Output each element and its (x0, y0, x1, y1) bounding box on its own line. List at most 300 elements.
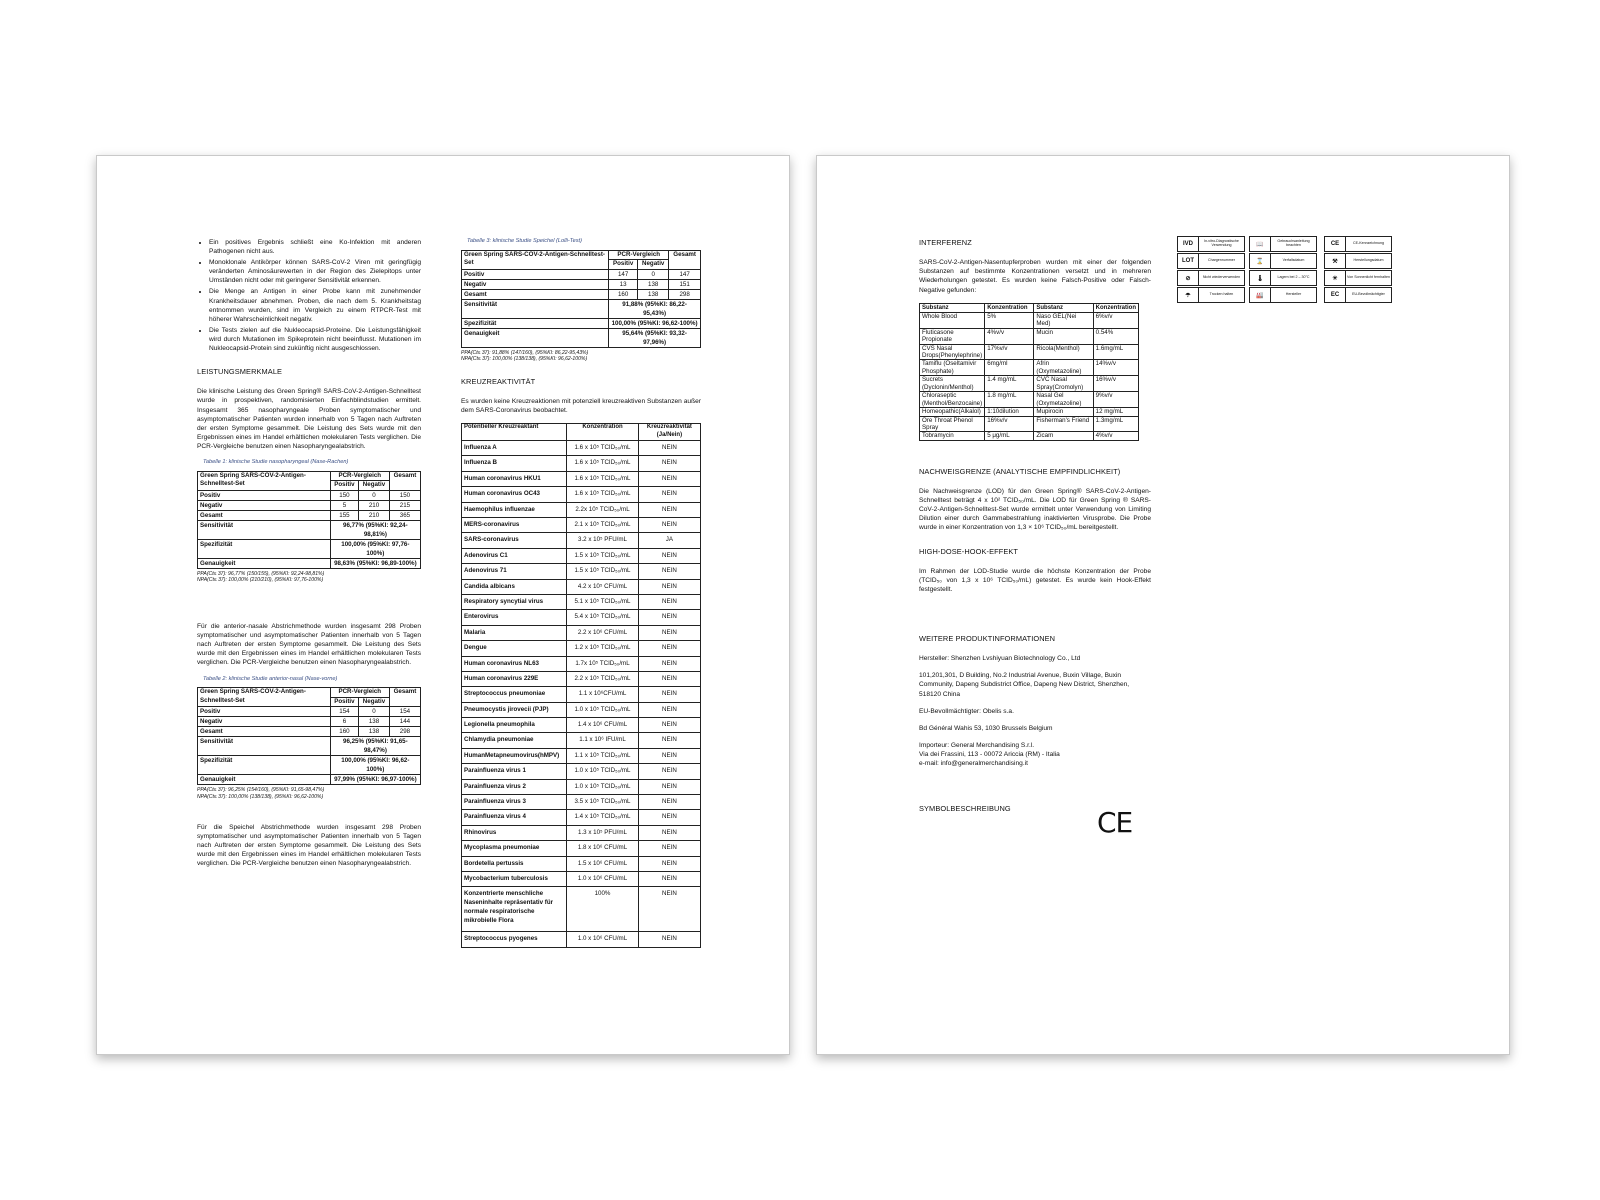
table-row (462, 932, 701, 947)
lod-heading: NACHWEISGRENZE (ANALYTISCHE EMPFINDLICHKEIT) (919, 466, 1121, 476)
reactant-name: Streptococcus pneumoniae (462, 687, 567, 702)
cell: 147 (669, 269, 701, 279)
table-row (462, 517, 701, 532)
symbol-row (1177, 270, 1245, 286)
symbol-label: EU-Bevollmächtigter (1352, 292, 1385, 297)
symbol-label: Gebrauchsanleitung beachten (1277, 239, 1310, 247)
concentration: 6mg/ml (985, 360, 1034, 376)
reactant-name: Human coronavirus NL63 (462, 656, 567, 671)
symbol-row (1177, 236, 1245, 252)
reactant-result: NEIN (638, 733, 700, 748)
symbol-icon: 🏭 (1250, 288, 1271, 302)
cell: 0 (638, 269, 669, 279)
symbol-row (1249, 270, 1317, 286)
interference-rows (920, 312, 1139, 440)
cell: 138 (359, 717, 390, 727)
symbol-column (1249, 236, 1317, 304)
note-line: NPA(Ct≤ 37): 100,00% (210/210), (95%KI: 97,76-100%) (197, 577, 324, 584)
symbol-heading: SYMBOLBESCHREIBUNG (919, 804, 1011, 814)
reactant-concentration: 1.6 x 10⁵ TCID₅₀/mL (567, 441, 639, 456)
reactant-name: Malaria (462, 625, 567, 640)
table-row (462, 610, 701, 625)
reactant-result: NEIN (638, 687, 700, 702)
concentration: 1.4 mg/mL (985, 376, 1034, 392)
hook-heading: HIGH-DOSE-HOOK-EFFEKT (919, 546, 1019, 556)
row-label: Positiv (198, 707, 331, 717)
reactant-concentration: 1.1 x 10⁶ IFU/mL (567, 733, 639, 748)
reactant-result: NEIN (638, 764, 700, 779)
cell: 154 (330, 707, 358, 717)
row-label: Genauigkeit (198, 775, 331, 785)
reactant-name: Parainfluenza virus 1 (462, 764, 567, 779)
table-header-positive: Positiv (609, 260, 638, 270)
reactant-result: NEIN (638, 594, 700, 609)
reactant-concentration: 1.5 x 10⁶ CFU/mL (567, 856, 639, 871)
symbol-label: Hersteller (1285, 292, 1302, 297)
reactant-result: NEIN (638, 456, 700, 471)
table-row (462, 718, 701, 733)
reactant-result: NEIN (638, 441, 700, 456)
reactant-concentration: 2.1 x 10⁵ TCID₅₀/mL (567, 517, 639, 532)
reactant-result: NEIN (638, 579, 700, 594)
table-row (462, 856, 701, 871)
table-header-concentration: Konzentration (985, 303, 1034, 312)
reactant-name: Influenza B (462, 456, 567, 471)
page2-left-column (919, 238, 1151, 824)
table-header-total: Gesamt (389, 471, 420, 490)
row-label: Spezifizität (198, 756, 331, 775)
symbol-label: Chargennummer (1208, 258, 1235, 263)
cell: 13 (609, 279, 638, 289)
table-row (462, 594, 701, 609)
note-line: NPA(Ct≤ 37): 100,00% (138/138), (95%KI: 96,62-100%) (197, 793, 324, 800)
concentration: 1.3mg/mL (1093, 416, 1138, 432)
table3-notes (461, 350, 701, 363)
cell: 210 (359, 500, 390, 510)
cell: 97,99% (95%KI: 96,97-100%) (330, 775, 420, 785)
table-row (920, 392, 1139, 408)
symbol-icon: IVD (1178, 237, 1199, 251)
table-row (462, 456, 701, 471)
table-row (462, 779, 701, 794)
reactant-result: NEIN (638, 625, 700, 640)
ce-mark: CE (1097, 806, 1133, 839)
reactant-concentration: 1.1 x 10⁵ TCID₅₀/mL (567, 748, 639, 763)
table-header-pcr: PCR-Vergleich (609, 250, 669, 260)
reactant-result: NEIN (638, 610, 700, 625)
clinical-table-2 (197, 687, 421, 785)
reactant-name: HumanMetapneumovirus(hMPV) (462, 748, 567, 763)
list-item: • Ein positives Ergebnis schließt eine Ko-Infektion mit anderen Pathogenen nicht aus. (209, 238, 421, 256)
concentration: 5 μg/mL (985, 432, 1034, 440)
row-label: Sensitivität (198, 520, 331, 539)
reactant-result: NEIN (638, 471, 700, 486)
reactant-result: NEIN (638, 871, 700, 886)
symbol-label: Lagern bei 2 – 30°C (1277, 275, 1310, 280)
reactant-name: Legionella pneumophila (462, 718, 567, 733)
row-label: Gesamt (198, 510, 331, 520)
concentration: 1.8 mg/mL (985, 392, 1034, 408)
hook-text: Im Rahmen der LOD-Studie wurde die höchste Konzentration der Probe (TCID₅₀ von 1,3 x 10⁶ TCID₅₀/mL) getestet. Es wurde kein Hook-Effekt festgestellt. (919, 567, 1151, 593)
symbol-icon: ⌛ (1250, 254, 1271, 268)
concentration: 9%v/v (1093, 392, 1138, 408)
reactant-result: NEIN (638, 502, 700, 517)
reactant-name: Adenovirus 71 (462, 564, 567, 579)
substance: Mucin (1034, 328, 1093, 344)
reactant-result: NEIN (638, 841, 700, 856)
row-label: Spezifizität (462, 318, 609, 328)
concentration: 5% (985, 312, 1034, 328)
concentration: 16%v/v (1093, 376, 1138, 392)
concentration: 17%v/v (985, 344, 1034, 360)
reactant-concentration: 1.5 x 10⁵ TCID₅₀/mL (567, 548, 639, 563)
cell: 0 (359, 490, 390, 500)
document-page-1 (96, 155, 790, 1055)
product-info-heading: WEITERE PRODUKTINFORMATIONEN (919, 634, 1056, 644)
list-item: • Die Tests zielen auf die Nukleocapsid-Proteine. Die Leistungsfähigkeit wird durch Mutationen im Spikeprotein nicht beeinflusst. Mutationen im Nukleocapsid-Protein sind zukünftig nicht ausgeschlossen. (209, 326, 421, 353)
reactant-concentration: 4.2 x 10⁵ CFU/mL (567, 579, 639, 594)
cell: 96,77% (95%KI: 92,24-98,81%) (330, 520, 420, 539)
cell: 138 (359, 727, 390, 737)
symbol-row (1249, 236, 1317, 252)
reactant-name: Parainfluenza virus 2 (462, 779, 567, 794)
reactant-name: Bordetella pertussis (462, 856, 567, 871)
reactant-concentration: 2.2 x 10⁵ TCID₅₀/mL (567, 671, 639, 686)
reactant-result: NEIN (638, 932, 700, 947)
table-row (462, 625, 701, 640)
reactant-result: JA (638, 533, 700, 548)
note-line: PPA(Ct≤ 37): 96,25% (154/160), (95%KI: 91,65-98,47%) (197, 787, 325, 794)
symbol-icon: EC (1325, 288, 1346, 302)
table-header-substance: Substanz (920, 303, 985, 312)
reactant-concentration: 1.8 x 10⁶ CFU/mL (567, 841, 639, 856)
concentration: 12 mg/mL (1093, 408, 1138, 416)
reactant-result: NEIN (638, 718, 700, 733)
reactant-name: Parainfluenza virus 4 (462, 810, 567, 825)
symbol-icon: 📖 (1250, 237, 1271, 251)
cell: 138 (638, 279, 669, 289)
table-header-negative: Negativ (638, 260, 669, 270)
reactant-concentration: 1.2 x 10⁵ TCID₅₀/mL (567, 641, 639, 656)
table-row (920, 328, 1139, 344)
reactant-name: Parainfluenza virus 3 (462, 795, 567, 810)
reactant-concentration: 3.2 x 10⁵ PFU/mL (567, 533, 639, 548)
cell: 298 (669, 289, 701, 299)
symbol-row (1249, 287, 1317, 303)
substance: Zicam (1034, 432, 1093, 440)
reactant-name: Enterovirus (462, 610, 567, 625)
symbol-icon: ☂ (1178, 288, 1199, 302)
cross-reactivity-text: Es wurden keine Kreuzreaktionen mit potenziell kreuzreaktiven Substanzen außer dem SARS-Coronavirus beobachtet. (461, 398, 701, 415)
reactant-concentration: 5.4 x 10⁵ TCID₅₀/mL (567, 610, 639, 625)
table-row (198, 727, 421, 737)
interference-heading: INTERFERENZ (919, 238, 972, 247)
table-row (462, 289, 701, 299)
row-label: Genauigkeit (462, 328, 609, 347)
cell: 100,00% (95%KI: 96,62-100%) (609, 318, 701, 328)
reactant-concentration: 3.5 x 10⁵ TCID₅₀/mL (567, 795, 639, 810)
reactant-name: Human coronavirus HKU1 (462, 471, 567, 486)
table-header-negative: Negativ (359, 481, 390, 491)
substance: Ricola(Menthol) (1034, 344, 1093, 360)
table-row (462, 871, 701, 886)
anterior-text: Für die anterior-nasale Abstrichmethode wurden insgesamt 298 Proben symptomatischer und asymptomatischer Patienten innerhalb von 5 Tagen nach Auftreten der ersten Symptome gesammelt. Die Leistung des Sets wurde mit den Ergebnissen eines im Handel erhältlichen molekularen Tests verglichen. Die PCR-Vergleiche benutzen einen Nasopharyngealabstrich. (197, 623, 421, 667)
row-label: Genauigkeit (198, 558, 331, 568)
symbol-icon: CE (1325, 237, 1346, 251)
table-row (462, 548, 701, 563)
symbol-label: CE-Kennzeichnung (1353, 241, 1384, 246)
table-row (198, 717, 421, 727)
cell: 210 (359, 510, 390, 520)
symbol-label: In-vitro-Diagnostische Verwendung (1204, 239, 1239, 247)
table-row (462, 810, 701, 825)
table-row (198, 737, 421, 756)
reactant-result: NEIN (638, 795, 700, 810)
concentration: 1.6mg/mL (1093, 344, 1138, 360)
cell: 100,00% (95%KI: 96,62-100%) (330, 756, 420, 775)
concentration: 4%v/v (1093, 432, 1138, 440)
symbol-icon: ⊘ (1178, 271, 1199, 285)
reactant-name: Adenovirus C1 (462, 548, 567, 563)
symbol-row (1324, 236, 1392, 252)
reactant-concentration: 1.0 x 10⁶ CFU/mL (567, 932, 639, 947)
table-row (462, 487, 701, 502)
reactant-result: NEIN (638, 656, 700, 671)
reactant-name: Human coronavirus OC43 (462, 487, 567, 502)
table-row (462, 299, 701, 318)
reactant-result: NEIN (638, 856, 700, 871)
table-row (920, 416, 1139, 432)
reactant-result: NEIN (638, 810, 700, 825)
list-item: • Die Menge an Antigen in einer Probe kann mit zunehmender Krankheitsdauer abnehmen. Proben, die nach dem 5. Krankheitstag entnommen wurden, sind im Vergleich zu einem RTPCR-Test mit höherer Wahrscheinlichkeit negativ. (209, 287, 421, 323)
reactant-result: NEIN (638, 564, 700, 579)
reactant-result: NEIN (638, 748, 700, 763)
symbol-icon: 🌡 (1250, 271, 1271, 285)
table-row (198, 756, 421, 775)
reactant-concentration: 1.6 x 10⁵ TCID₅₀/mL (567, 456, 639, 471)
clinical-table-1 (197, 471, 421, 569)
reactant-concentration: 100% (567, 887, 639, 932)
reactant-result: NEIN (638, 548, 700, 563)
saliva-text: Für die Speichel Abstrichmethode wurden insgesamt 298 Proben symptomatischer und asymptomatischer Patienten innerhalb von 5 Tagen nach Auftreten der ersten Symptome gesammelt. Die Leistung des Sets wurde mit den Ergebnissen eines im Handel erhältlichen molekularen Tests verglichen. Die PCR-Vergleiche benutzen einen Nasopharyngealabstrich. (197, 823, 421, 867)
note-line: NPA(Ct≤ 37): 100,00% (138/138), (95%KI: 96,62-100%) (461, 356, 588, 363)
cell: 155 (330, 510, 358, 520)
substance: Sucrets (Dyclonin/Menthol) (920, 376, 985, 392)
row-label: Negativ (198, 717, 331, 727)
symbol-icon: ⚒ (1325, 254, 1346, 268)
substance: Fisherman's Friend (1034, 416, 1093, 432)
substance: Mupirocin (1034, 408, 1093, 416)
table-header-substance: Substanz (1034, 303, 1093, 312)
concentration: 4%v/v (985, 328, 1034, 344)
lod-text: Die Nachweisgrenze (LOD) für den Green Spring® SARS-CoV-2-Antigen-Schnelltest beträgt 4 x 10² TCID₅₀/mL. Die LOD für Green Spring ® SARS-CoV-2-Antigen-Schnelltest-Set wurde ermittelt unter Verwendung von Limiting Dilution einer durch Gammabestrahlung inaktivierten Virusprobe. Die Probe wurde in einer Konzentration von 1,3 × 10⁶ TCID₅₀/mL bereitgestellt. (919, 488, 1151, 532)
eu-representative: EU-Bevollmächtigter: Obelis s.a. (919, 707, 1014, 715)
table-row (198, 707, 421, 717)
reactant-result: NEIN (638, 517, 700, 532)
table-header-positive: Positiv (330, 697, 358, 707)
table-row (462, 671, 701, 686)
importer-email: e-mail: info@generalmerchandising.it (919, 760, 1028, 768)
table-header-concentration: Konzentration (1093, 303, 1138, 312)
cell: 91,88% (95%KI: 86,22-95,43%) (609, 299, 701, 318)
table-header-positive: Positiv (330, 481, 358, 491)
concentration: 0.54% (1093, 328, 1138, 344)
table-row (462, 825, 701, 840)
performance-text: Die klinische Leistung des Green Spring® SARS-CoV-2-Antigen-Schnelltest wurde in prospektiven, randomisierten Einfachblindstudien ermittelt. Insgesamt 365 nasopharyngeale Proben symptomatischer und asymptomatischer Patienten wurden innerhalb von 5 Tagen nach Auftreten der ersten Symptome gesammelt. Die Leistung des Sets wurde mit den Ergebnissen eines im Handel erhältlichen molekularen Tests verglichen. Die PCR-Vergleiche benutzen einen Nasopharyngealabstrich. (197, 388, 421, 450)
table-header-total: Gesamt (669, 250, 701, 269)
row-label: Positiv (462, 269, 609, 279)
substance: CVS Nasal Drops(Phenylephrine) (920, 344, 985, 360)
reactant-concentration: 1.6 x 10⁵ TCID₅₀/mL (567, 471, 639, 486)
table-row (198, 558, 421, 568)
cell: 100,00% (95%KI: 97,76-100%) (330, 539, 420, 558)
substance: Ore Throat Phenol Spray (920, 416, 985, 432)
table-row (462, 502, 701, 517)
cross-reactivity-rows (462, 441, 701, 887)
table-header-product: Green Spring SARS-COV-2-Antigen-Schnelltest-Set (198, 688, 331, 707)
cell: 160 (609, 289, 638, 299)
substance: Afrin (Oxymetazoline) (1034, 360, 1093, 376)
reactant-name: Chlamydia pneumoniae (462, 733, 567, 748)
table-row (462, 733, 701, 748)
manufacturer-address: 101,201,301, D Building, No.2 Industrial Avenue, Buxin Village, Buxin Community, Dapeng Subdistrict Office, Dapeng New District, Shenzhen, 518120 China (919, 672, 1130, 698)
table-header-reactivity: Kreuzreaktivität (Ja/Nein) (638, 424, 700, 441)
table-row (462, 887, 701, 932)
cell: 95,64% (95%KI: 93,32-97,96%) (609, 328, 701, 347)
reactant-concentration: 1.4 x 10⁵ TCID₅₀/mL (567, 810, 639, 825)
reactant-name: Pneumocystis jirovecii (PJP) (462, 702, 567, 717)
importer: Importeur: General Merchandising S.r.l. (919, 741, 1035, 749)
table-header-total: Gesamt (389, 688, 420, 707)
symbol-column (1324, 236, 1392, 304)
interference-table (919, 303, 1139, 441)
symbol-label: Verfallsdatum (1282, 258, 1305, 263)
cross-reactivity-heading: KREUZREAKTIVITÄT (461, 377, 536, 387)
symbol-label: Nicht wiederverwenden (1202, 275, 1241, 280)
table-row (462, 564, 701, 579)
eu-representative-address: Bd Général Wahis 53, 1030 Brussels Belgium (919, 724, 1053, 732)
cell: 154 (389, 707, 420, 717)
symbol-row (1177, 287, 1245, 303)
cell: 160 (330, 727, 358, 737)
reactant-name: Rhinovirus (462, 825, 567, 840)
substance: Nasal Gel (Oxymetazoline) (1034, 392, 1093, 408)
cell: 365 (389, 510, 420, 520)
reactant-concentration: 1.0 x 10⁵ TCID₅₀/mL (567, 779, 639, 794)
note-line: PPA(Ct≤ 37): 96,77% (150/155), (95%KI: 92,24-98,81%) (197, 570, 325, 577)
symbol-icon: ☀ (1325, 271, 1346, 285)
table-row (462, 471, 701, 486)
row-label: Negativ (198, 500, 331, 510)
row-label: Gesamt (462, 289, 609, 299)
reactant-name: Haemophilus influenzae (462, 502, 567, 517)
cell: 96,25% (95%KI: 91,65-98,47%) (330, 737, 420, 756)
reactant-result: NEIN (638, 487, 700, 502)
reactant-name: Respiratory syncytial virus (462, 594, 567, 609)
table-header-product: Green Spring SARS-COV-2-Antigen-Schnelltest-Set (198, 471, 331, 490)
substance: Chloraseptic (Menthol/Benzocaine) (920, 392, 985, 408)
reactant-concentration: 1.0 x 10⁶ CFU/mL (567, 871, 639, 886)
substance: Fluticasone Propionate (920, 328, 985, 344)
reactant-name: Mycobacterium tuberculosis (462, 871, 567, 886)
table-row (462, 533, 701, 548)
cell: 150 (330, 490, 358, 500)
cell: 151 (669, 279, 701, 289)
row-label: Sensitivität (198, 737, 331, 756)
reactant-concentration: 2.2 x 10⁶ CFU/mL (567, 625, 639, 640)
table-row (920, 344, 1139, 360)
reactant-concentration: 1.3 x 10⁵ PFU/mL (567, 825, 639, 840)
substance: Homeopathic(Alkalol) (920, 408, 985, 416)
table-row (462, 279, 701, 289)
cell: 298 (389, 727, 420, 737)
reactant-concentration: 5.1 x 10⁵ TCID₅₀/mL (567, 594, 639, 609)
reactant-name: Candida albicans (462, 579, 567, 594)
table-row (462, 441, 701, 456)
row-label: Sensitivität (462, 299, 609, 318)
substance: Tobramycin (920, 432, 985, 440)
concentration: 1:10dilution (985, 408, 1034, 416)
clinical-table-3 (461, 250, 701, 348)
cell: 6 (330, 717, 358, 727)
cell: 138 (638, 289, 669, 299)
reactant-name: SARS-coronavirus (462, 533, 567, 548)
table-row (198, 775, 421, 785)
reactant-concentration: 2.2x 10⁵ TCID₅₀/mL (567, 502, 639, 517)
reactant-result: NEIN (638, 671, 700, 686)
performance-heading: LEISTUNGSMERKMALE (197, 367, 283, 377)
reactant-concentration: 1.6 x 10⁵ TCID₅₀/mL (567, 487, 639, 502)
table-row (462, 764, 701, 779)
cell: 147 (609, 269, 638, 279)
substance: CVC Nasal Spray(Cromolyn) (1034, 376, 1093, 392)
symbol-label: Trocken halten (1209, 292, 1234, 297)
table-row (462, 795, 701, 810)
symbol-row (1324, 253, 1392, 269)
table-row (462, 269, 701, 279)
interference-text: SARS-CoV-2-Antigen-Nasentupferproben wurden mit einer der folgenden Substanzen auf bestimmte Konzentrationen versetzt und in mehreren Wiederholungen getestet. Es wurden keine Falsch-Positive oder Falsch-Negative gefunden: (919, 259, 1151, 294)
substance: Tamiflu (Oseltamivir Phosphate) (920, 360, 985, 376)
reactant-name: Human coronavirus 229E (462, 671, 567, 686)
table-row (198, 520, 421, 539)
table-row (920, 376, 1139, 392)
table-row (462, 328, 701, 347)
reactant-result: NEIN (638, 887, 700, 932)
reactant-concentration: 1.5 x 10⁵ TCID₅₀/mL (567, 564, 639, 579)
table-header-product: Green Spring SARS-COV-2-Antigen-Schnelltest-Set (462, 250, 609, 269)
cross-reactivity-table (461, 423, 701, 947)
table-row (462, 656, 701, 671)
document-page-2 (816, 155, 1510, 1055)
reactant-name: Konzentrierte menschliche Naseninhalte repräsentativ für normale respiratorische mikrobielle Flora (462, 887, 567, 932)
reactant-result: NEIN (638, 825, 700, 840)
cell: 215 (389, 500, 420, 510)
table-row (462, 748, 701, 763)
table3-caption: Tabelle 3: klinische Studie Speichel (Lolli-Test) (467, 238, 582, 244)
table-row (462, 318, 701, 328)
reactant-name: Streptococcus pyogenes (462, 932, 567, 947)
table-header-pcr: PCR-Vergleich (330, 688, 389, 698)
reactant-concentration: 1.0 x 10⁵ TCID₅₀/mL (567, 764, 639, 779)
cell: 0 (359, 707, 390, 717)
cell: 150 (389, 490, 420, 500)
reactant-name: Dengue (462, 641, 567, 656)
table-header-reactant: Potentieller Kreuzreaktant (462, 424, 567, 441)
reactant-concentration: 1.1 x 10⁶CFU/mL (567, 687, 639, 702)
reactant-concentration: 1.4 x 10⁶ CFU/mL (567, 718, 639, 733)
table-row (198, 539, 421, 558)
table-row (920, 312, 1139, 328)
